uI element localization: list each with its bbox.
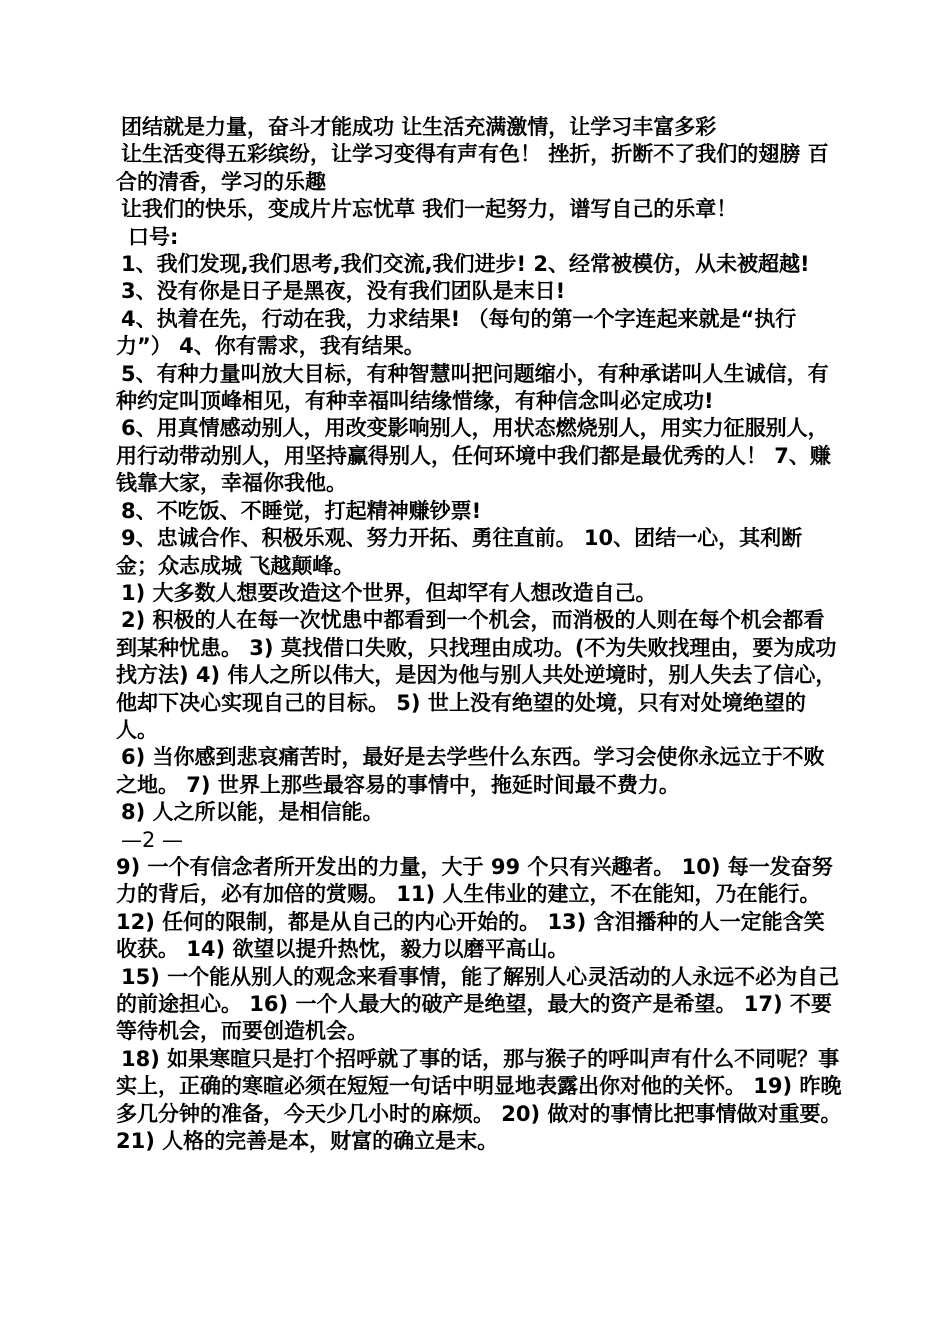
quote-6: 6) 当你感到悲哀痛苦时，最好是去学些什么东西。学习会使你永远立于不败之地。 7) 世界上那些最容易的事情中，拖延时间最不费力。 <box>116 745 825 797</box>
slogan-heading: 口号: <box>128 224 179 249</box>
document-body <box>116 114 842 1155</box>
slogan-8: 8、不吃饭、不睡觉，打起精神赚钞票! <box>121 498 482 523</box>
quote-2: 2) 积极的人在每一次忧患中都看到一个机会，而消极的人则在每个机会都看到某种忧患。 3) 莫找借口失败，只找理由成功。(不为失败找理由，要为成功找方法) 4) 伟人之所以伟大，是因为他与别人共处逆境时，别人失去了信心，他却下决心实现自己的目标。 5) 世上没有绝望的处境，只有对处境绝望的人。 <box>116 608 837 742</box>
slogan-3: 3、没有你是日子是黑夜，没有我们团队是末日! <box>121 279 566 304</box>
slogan-1: 1、我们发现,我们思考,我们交流,我们进步! 2、经常被模仿，从未被超越! <box>121 252 810 277</box>
quote-15: 15) 一个能从别人的观念来看事情，能了解别人心灵活动的人永远不必为自己的前途担心。 16) 一个人最大的破产是绝望，最大的资产是希望。 17) 不要等待机会，而要创造机会。 <box>116 964 840 1044</box>
quote-9: 9) 一个有信念者所开发出的力量，大于 99 个只有兴趣者。 10) 每一发奋努力的背后，必有加倍的赏赐。 11) 人生伟业的建立，不在能知，乃在能行。 12) 任何的限制，都是从自己的内心开始的。 13) 含泪播种的人一定能含笑收获。 14) 欲望以提升热忱，毅力以磨平高山。 <box>116 854 833 962</box>
paragraph-3: 让我们的快乐，变成片片忘忧草 我们一起努力，谱写自己的乐章！ <box>121 197 738 222</box>
quote-18: 18) 如果寒暄只是打个招呼就了事的话，那与猴子的呼叫声有什么不同呢？事实上，正确的寒暄必须在短短一句话中明显地表露出你对他的关怀。 19) 昨晚多几分钟的准备，今天少几小时的麻烦。 20) 做对的事情比把事情做对重要。 21) 人格的完善是本，财富的确立是末。 <box>116 1046 842 1154</box>
paragraph-1: 团结就是力量，奋斗才能成功 让生活充满激情，让学习丰富多彩 <box>121 115 717 139</box>
quote-8: 8) 人之所以能，是相信能。 <box>121 800 384 825</box>
page-number: —2 — <box>121 827 184 852</box>
slogan-9: 9、忠诚合作、积极乐观、努力开拓、勇往直前。 10、团结一心，其利断金；众志成城 飞越颠峰。 <box>116 526 803 578</box>
slogan-5: 5、有种力量叫放大目标，有种智慧叫把问题缩小，有种承诺叫人生诚信，有种约定叫顶峰相见，有种幸福叫结缘惜缘，有种信念叫必定成功! <box>116 361 829 414</box>
slogan-6: 6、用真情感动别人，用改变影响别人，用状态燃烧别人，用实力征服别人，用行动带动别人，用坚持赢得别人，任何环境中我们都是最优秀的人！ 7、赚钱靠大家，幸福你我他。 <box>116 416 831 496</box>
quote-1: 1) 大多数人想要改造这个世界，但却罕有人想改造自己。 <box>121 580 657 605</box>
paragraph-2: 让生活变得五彩缤纷，让学习变得有声有色！ 挫折，折断不了我们的翅膀 百合的清香，学习的乐趣 <box>116 142 829 194</box>
slogan-4: 4、执着在先，行动在我，力求结果! （每句的第一个字连起来就是“执行力”） 4、你有需求，我有结果。 <box>116 306 797 359</box>
